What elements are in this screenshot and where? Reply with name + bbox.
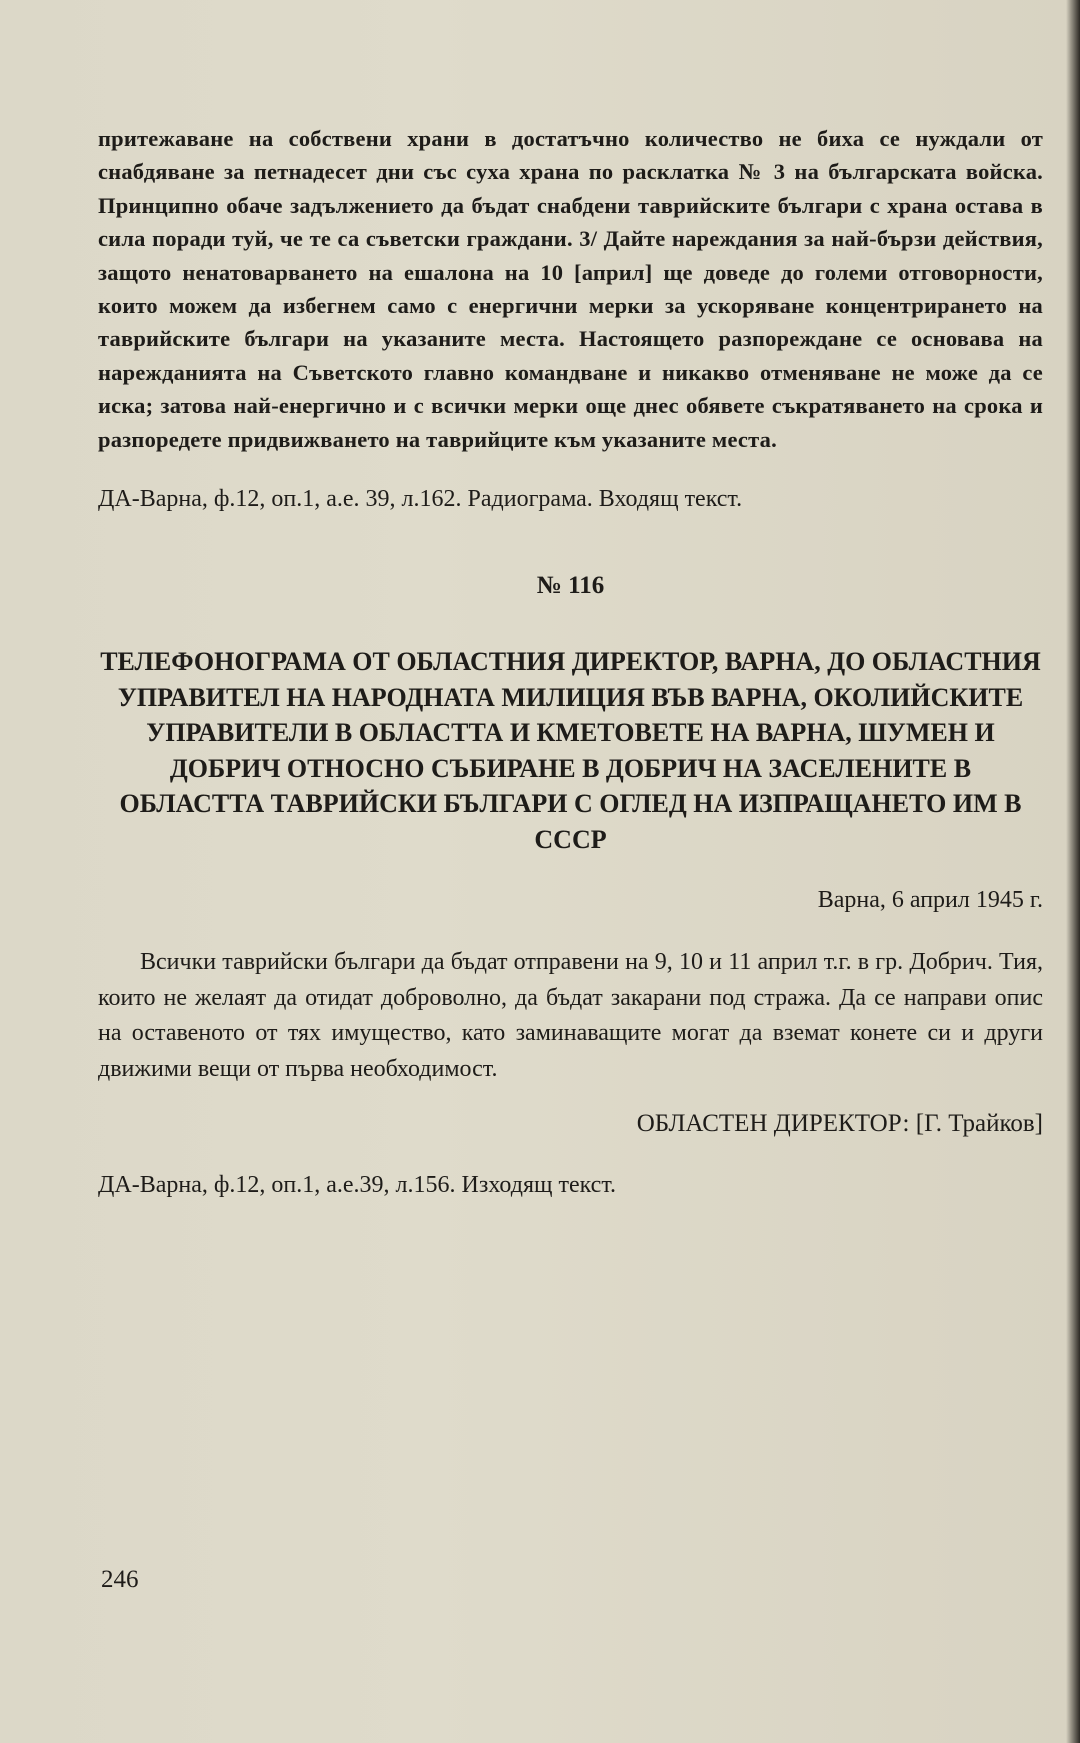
archive-source-reference-2: ДА-Варна, ф.12, оп.1, а.е.39, л.156. Изходящ текст. — [98, 1172, 617, 1199]
telephonogram-body: Всички таврийски българи да бъдат отправени на 9, 10 и 11 април т.г. в гр. Добрич. Тия, които не желаят да отидат доброволно, да бъдат закарани под стража. Да се направи опис на оставеното от тях имущество, като заминаващите могат да вземат конете си и други движими вещи от първа необходимост. — [98, 949, 1043, 1082]
signature-line: ОБЛАСТЕН ДИРЕКТОР: [Г. Трайков] — [636, 1110, 1043, 1138]
document-number: № 116 — [536, 572, 605, 600]
page-number: 246 — [101, 1566, 139, 1593]
archive-source-reference: ДА-Варна, ф.12, оп.1, а.е. 39, л.162. Радиограма. Входящ текст. — [98, 486, 743, 513]
document-title: ТЕЛЕФОНОГРАМА ОТ ОБЛАСТНИЯ ДИРЕКТОР, ВАРНА, ДО ОБЛАСТНИЯ УПРАВИТЕЛ НА НАРОДНАТА МИЛИЦИЯ ВЪВ ВАРНА, ОКОЛИЙСКИТЕ УПРАВИТЕЛИ В ОБЛАСТТА И КМЕТОВЕТЕ НА ВАРНА, ШУМЕН И ДОБРИЧ ОТНОСНО СЪБИРАНЕ В ДОБРИЧ НА ЗАСЕЛЕНИТЕ В ОБЛАСТТА ТАВРИЙСКИ БЪЛГАРИ С ОГЛЕД НА ИЗПРАЩАНЕТО ИМ В СССР — [100, 647, 1041, 854]
binding-edge-shadow — [1066, 0, 1080, 1743]
continuation-paragraph: притежаване на собствени храни в достатъчно количество не биха се нуждали от снабдяване за петнадесет дни със суха храна по расклатка № 3 на българската войска. Принципно обаче задължението да бъдат снабдени таврийските българи с храна остава в сила поради туй, че те са съветски граждани. 3/ Дайте нареждания за най-бързи действия, защото ненатоварването на ешалона на 10 [април] ще доведе до големи отговорности, които можем да избегнем само с енергични мерки за ускоряване концентрирането на таврийските българи на указаните места. Настоящето разпореждане се основава на нарежданията на Съветското главно командване и никакво отменяване не може да се иска; затова най-енергично и с всички мерки още днес обявете съкратяването на срока и разпоредете придвижването на таврийците към указаните места. — [98, 126, 1043, 452]
page-content — [98, 122, 1043, 1200]
place-and-date: Варна, 6 април 1945 г. — [817, 887, 1043, 914]
